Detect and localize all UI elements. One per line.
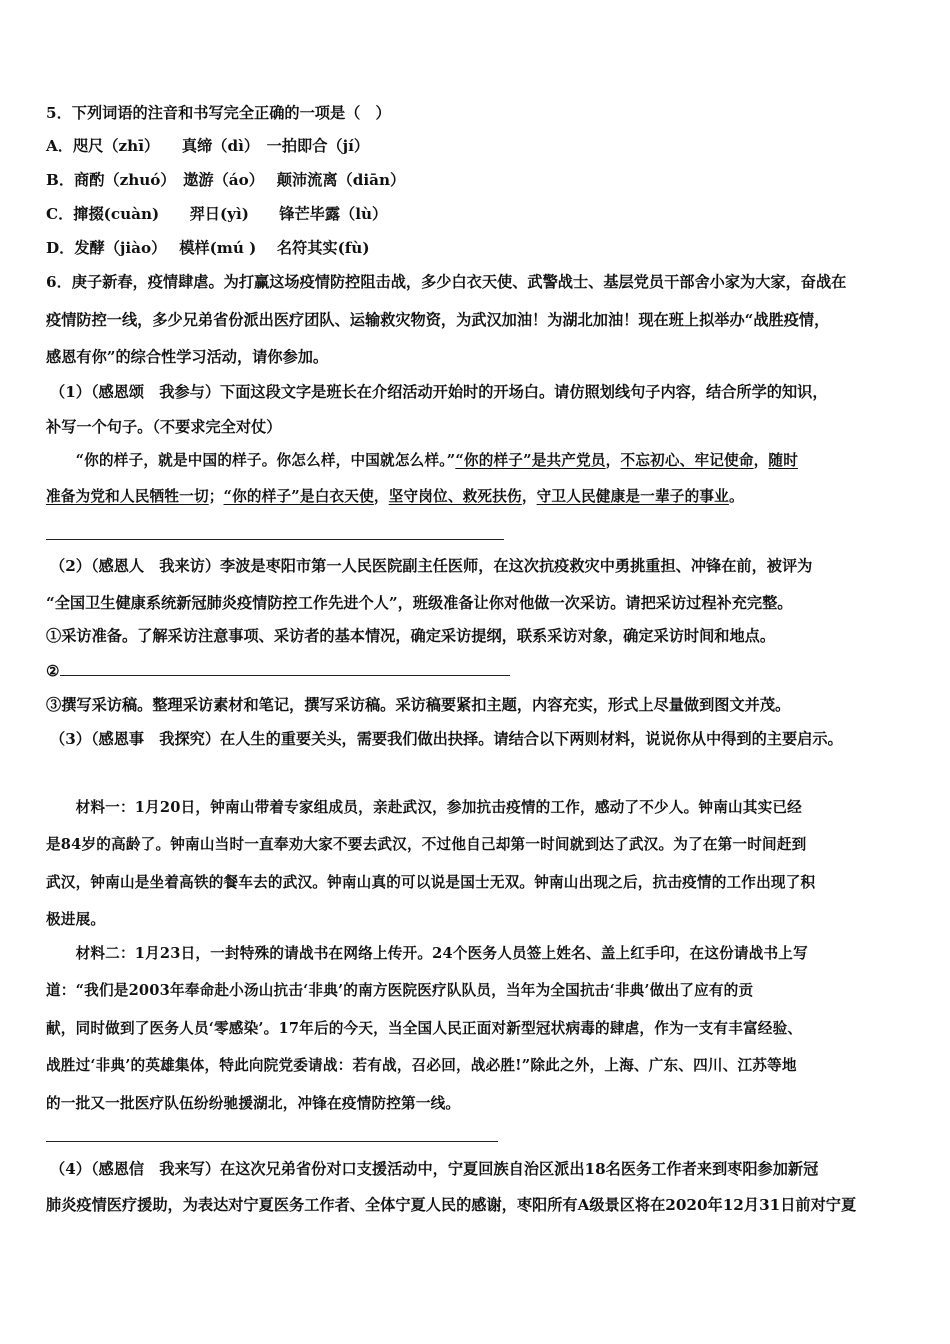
q5-stem: 5．下列词语的注音和书写完全正确的一项是（ ） [46,104,391,122]
underlined-sentence: 坚守岗位、救死扶伤 [388,488,522,505]
material1-line: 材料一：1月20日，钟南山带着专家组成员，亲赴武汉，参加抗击疫情的工作，感动了不少人。钟南山其实已经 [46,799,802,816]
punct: ， [373,488,389,505]
material1-line: 武汉，钟南山是坐着高铁的餐车去的武汉。钟南山真的可以说是国士无双。钟南山出现之后，抗击疫情的工作出现了积 [46,874,816,891]
opening-quote-line1 [46,450,798,472]
answer-blank-part1[interactable] [46,539,504,540]
q6-part4-stem: 肺炎疫情医疗援助，为表达对宁夏医务工作者、全体宁夏人民的感谢，枣阳所有A级景区将在2020年12月31日前对宁夏 [46,1196,857,1214]
q5-option-a: A．咫尺（zhī） 真缔（dì） 一拍即合（jí） [46,137,370,155]
q6-part2-stem: （2）（感恩人 我来访）李波是枣阳市第一人民医院副主任医师，在这次抗疫救灾中勇挑重担、冲锋在前，被评为 [50,557,813,575]
material2-line: 道：“我们是2003年奉命赴小汤山抗击‘非典’的南方医院医疗队队员，当年为全国抗击‘非典’做出了应有的贡 [46,982,754,999]
q6-intro-line: 感恩有你”的综合性学习活动，请你参加。 [46,348,329,366]
opening-quote-line2 [46,486,744,508]
q6-part3-stem: （3）（感恩事 我探究）在人生的重要关头，需要我们做出抉择。请结合以下两则材料，说说你从中得到的主要启示。 [50,730,843,748]
material1-line: 是84岁的高龄了。钟南山当时一直奉劝大家不要去武汉，不过他自己却第一时间就到达了武汉。为了在第一时间赶到 [46,836,807,853]
underlined-sentence: 随时 [768,452,799,469]
punct: ， [521,488,537,505]
material2-line: 材料二：1月23日，一封特殊的请战书在网络上传开。24个医务人员签上姓名、盖上红手印，在这份请战书上写 [46,945,808,962]
underlined-sentence: 不忘初心、牢记使命 [620,452,754,469]
material2-line: 献，同时做到了医务人员‘零感染’。17年后的今天，当全国人民正面对新型冠状病毒的肆虐，作为一支有丰富经验、 [46,1020,803,1037]
material1-line: 极进展。 [46,911,106,928]
underlined-sentence: 准备为党和人民牺牲一切 [46,488,209,505]
material2-line: 战胜过‘非典’的英雄集体，特此向院党委请战：若有战，召必回，战必胜!”除此之外，上海、广东、四川、江苏等地 [46,1057,797,1074]
q5-option-b: B．商酌（zhuó） 遨游（áo） 颠沛流离（diān） [46,171,406,189]
q5-option-c: C．撺掇(cuàn) 羿日(yì) 锋芒毕露（lù） [46,205,388,223]
punct: ， [753,452,769,469]
underlined-sentence: 守卫人民健康是一辈子的事业 [536,488,729,505]
punct: ； [208,488,224,505]
q6-part4-stem: （4）（感恩信 我来写）在这次兄弟省份对口支援活动中，宁夏回族自治区派出18名医务工作者来到枣阳参加新冠 [50,1160,819,1178]
q6-part1-stem: （1）（感恩颂 我参与）下面这段文字是班长在介绍活动开始时的开场白。请仿照划线句子内容，结合所学的知识， [50,383,828,401]
material2-line: 的一批又一批医疗队伍纷纷驰援湖北，冲锋在疫情防控第一线。 [46,1095,461,1112]
interview-step3: ③撰写采访稿。整理采访素材和笔记，撰写采访稿。采访稿要紧扣主题，内容充实，形式上尽量做到图文并茂。 [46,696,791,714]
q6-intro-line: 疫情防控一线，多少兄弟省份派出医疗团队、运输救灾物资，为武汉加油！为湖北加油！现在班上拟举办“战胜疫情， [46,311,830,329]
punct: 。 [728,488,744,505]
quote-plain: “你的样子，就是中国的样子。你怎么样，中国就怎么样。” [46,452,456,469]
q6-part1-stem: 补写一个句子。（不要求完全对仗） [46,418,282,436]
answer-blank-part3[interactable] [46,1141,498,1142]
step2-label: ② [46,662,60,680]
q5-option-d: D．发酵（jiào） 模样(mú ) 名符其实(fù) [46,239,370,257]
q6-part2-stem: “全国卫生健康系统新冠肺炎疫情防控工作先进个人”，班级准备让你对他做一次采访。请把采访过程补充完整。 [46,594,793,612]
answer-blank-step2[interactable] [60,660,510,676]
q6-intro-line: 6．庚子新春，疫情肆虐。为打赢这场疫情防控阻击战，多少白衣天使、武警战士、基层党员干部舍小家为大家，奋战在 [46,273,847,291]
underlined-sentence: “你的样子”是共产党员 [455,452,606,469]
interview-step2 [46,660,510,682]
punct: ， [605,452,621,469]
underlined-sentence: “你的样子”是白衣天使 [223,488,374,505]
interview-step1: ①采访准备。了解采访注意事项、采访者的基本情况，确定采访提纲，联系采访对象，确定采访时间和地点。 [46,627,775,645]
